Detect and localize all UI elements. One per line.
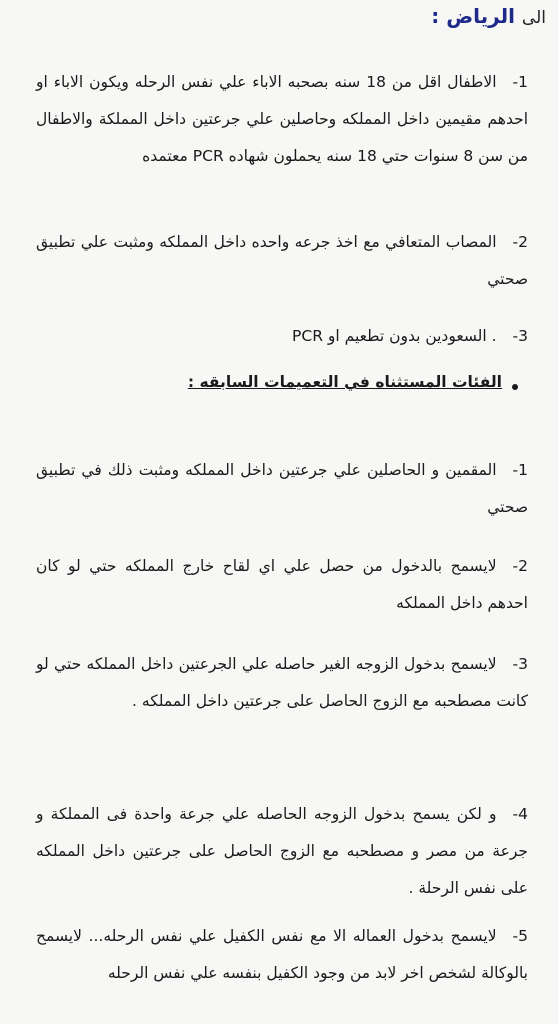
item-text: و لكن يسمح بدخول الزوجه الحاصله علي جرعة واحدة فى المملكة و جرعة من مصر و مصطحبه مع الزوج الحاصل على جرعتين داخل المملكه على نفس الرحلة . xyxy=(36,805,528,897)
item-text: المقمين و الحاصلين علي جرعتين داخل المملكه ومثبت ذلك في تطبيق صحتي xyxy=(36,461,528,516)
list-item xyxy=(36,64,528,175)
list-item xyxy=(36,646,528,720)
item-text: لايسمح بدخول العماله الا مع نفس الكفيل علي نفس الرحله... لايسمح بالوكالة لشخص اخر لابد من وجود الكفيل بنفسه علي نفس الرحله xyxy=(36,927,528,982)
item-number: 1- xyxy=(512,461,528,479)
item-text: . السعودين بدون تطعيم او PCR xyxy=(292,327,497,345)
list-item xyxy=(36,224,528,298)
item-number: 4- xyxy=(512,805,528,823)
item-number: 3- xyxy=(512,655,528,673)
item-text: الاطفال اقل من 18 سنه بصحبه الاباء علي نفس الرحله ويكون الاباء او احدهم مقيمين داخل المملكه وحاصلين علي جرعتين داخل المملكة والاطفال من سن 8 سنوات حتي 18 سنه يحملون شهاده PCR معتمده xyxy=(36,73,528,165)
heading-prefix: الى xyxy=(521,8,546,28)
bullet-icon xyxy=(512,384,518,390)
item-number: 2- xyxy=(512,557,528,575)
page-heading xyxy=(431,4,546,28)
list-item xyxy=(36,918,528,992)
item-text: المصاب المتعافي مع اخذ جرعه واحده داخل المملكه ومثبت علي تطبيق صحتي xyxy=(36,233,528,288)
item-number: 5- xyxy=(512,927,528,945)
list-item xyxy=(36,548,528,622)
item-text: لايسمح بدخول الزوجه الغير حاصله علي الجرعتين داخل المملكه حتي لو كانت مصطحبه مع الزوج الحاصل على جرعتين داخل المملكه . xyxy=(36,655,528,710)
section-title: الفئات المستثناه في التعميمات السابقه : xyxy=(187,373,502,391)
list-item xyxy=(36,318,528,355)
item-number: 1- xyxy=(512,73,528,91)
list-item xyxy=(36,452,528,526)
item-text: لايسمح بالدخول من حصل علي اي لقاح خارج المملكه حتي لو كان احدهم داخل المملكه xyxy=(36,557,528,612)
list-item xyxy=(36,796,528,907)
item-number: 2- xyxy=(512,233,528,251)
heading-city: الرياض : xyxy=(431,4,515,28)
item-number: 3- xyxy=(512,327,528,345)
